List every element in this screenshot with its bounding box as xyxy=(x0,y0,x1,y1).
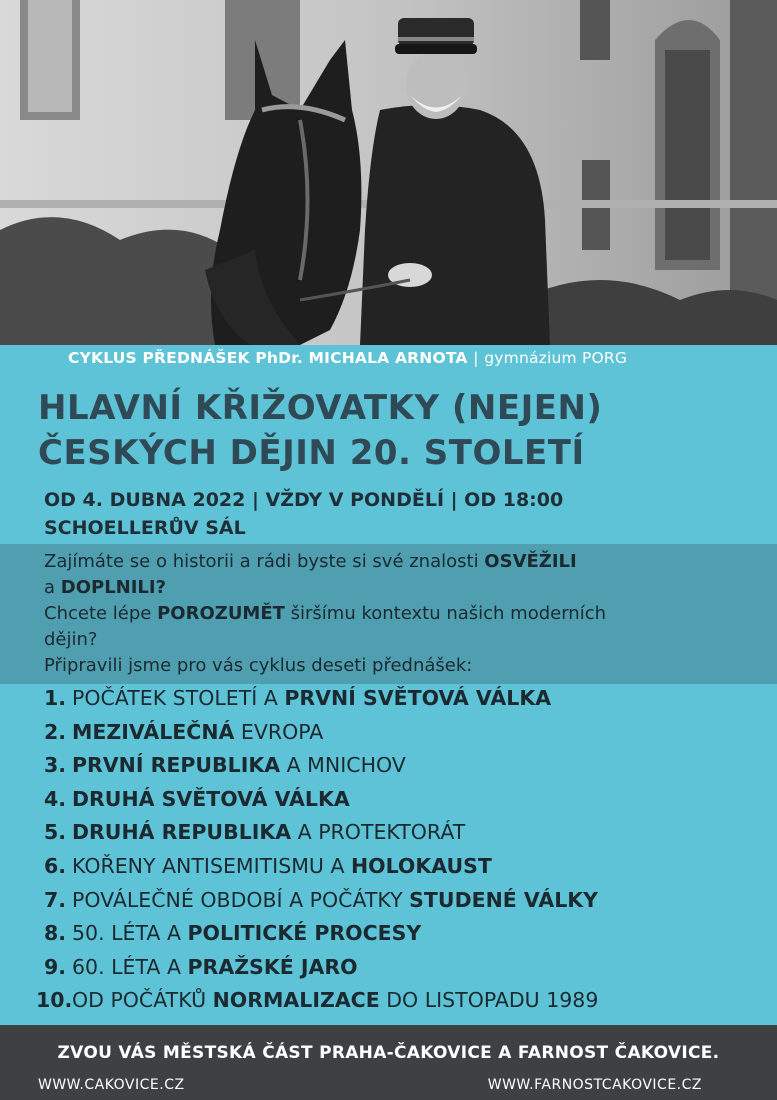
lecture-text: POČÁTEK STOLETÍ A xyxy=(72,686,285,710)
link-cakovice[interactable]: WWW.CAKOVICE.CZ xyxy=(38,1077,185,1093)
lecture-text: EVROPA xyxy=(234,719,324,744)
lecture-emphasis: PRVNÍ SVĚTOVÁ VÁLKA xyxy=(284,686,552,710)
lecture-number: 8. xyxy=(43,921,66,946)
lecture-emphasis: DRUHÁ REPUBLIKA xyxy=(72,820,292,845)
lecture-emphasis: PRAŽSKÉ JARO xyxy=(187,954,358,979)
lecture-emphasis: HOLOKAUST xyxy=(350,853,492,878)
page-title xyxy=(38,386,602,476)
lecture-text: POVÁLEČNÉ OBDOBÍ A POČÁTKY xyxy=(72,887,410,912)
intro-text-part: Zajímáte se o historii a rádi byste si své znalosti xyxy=(44,551,485,572)
lecture-number: 5. xyxy=(43,820,66,845)
lecture-text: 50. LÉTA A xyxy=(72,921,188,946)
lecture-text: 60. LÉTA A xyxy=(72,954,188,979)
lecture-emphasis: DRUHÁ SVĚTOVÁ VÁLKA xyxy=(72,786,350,811)
list-item xyxy=(36,682,598,716)
lecture-list xyxy=(36,682,598,1018)
intro-line-2 xyxy=(44,575,606,601)
lecture-text: OD POČÁTKŮ xyxy=(72,988,213,1013)
list-item xyxy=(36,783,598,817)
intro-emphasis: OSVĚŽILI xyxy=(484,551,577,572)
lecture-text: A PROTEKTORÁT xyxy=(291,820,466,845)
intro-emphasis: POROZUMĚT xyxy=(157,603,285,624)
intro-text xyxy=(44,549,606,679)
list-item xyxy=(36,816,598,850)
list-item xyxy=(36,984,598,1018)
lecture-number: 6. xyxy=(43,853,66,878)
intro-line-4: dějin? xyxy=(44,629,98,650)
list-item xyxy=(36,850,598,884)
title-line-2: ČESKÝCH DĚJIN 20. STOLETÍ xyxy=(38,433,585,473)
lecture-emphasis: NORMALIZACE xyxy=(212,988,380,1013)
lecture-emphasis: STUDENÉ VÁLKY xyxy=(409,887,599,912)
lecture-emphasis: POLITICKÉ PROCESY xyxy=(187,921,422,946)
list-item xyxy=(36,716,598,750)
list-item xyxy=(36,749,598,783)
lecture-number: 3. xyxy=(43,753,66,778)
lecture-text: KOŘENY ANTISEMITISMU A xyxy=(72,853,351,878)
event-venue: SCHOELLERŮV SÁL xyxy=(44,517,246,539)
series-band xyxy=(0,345,777,371)
horseman-photo xyxy=(0,0,777,345)
series-school: gymnázium PORG xyxy=(484,349,628,367)
lecture-text: DO LISTOPADU 1989 xyxy=(379,988,599,1013)
lecture-number: 4. xyxy=(43,786,66,811)
intro-text-part: a xyxy=(44,577,61,598)
lecture-emphasis: PRVNÍ REPUBLIKA xyxy=(72,753,281,778)
intro-line-1 xyxy=(44,549,606,575)
lecture-number: 2. xyxy=(43,719,66,744)
lecture-emphasis: MEZIVÁLEČNÁ xyxy=(72,719,235,744)
lecture-number: 9. xyxy=(43,954,66,979)
title-line-1: HLAVNÍ KŘIŽOVATKY (NEJEN) xyxy=(38,388,603,428)
invitation-text: ZVOU VÁS MĚSTSKÁ ČÁST PRAHA-ČAKOVICE A FARNOST ČAKOVICE. xyxy=(57,1043,720,1063)
intro-text-part: Chcete lépe xyxy=(44,603,158,624)
intro-text-part: širšímu kontextu našich moderních xyxy=(284,603,607,624)
lecture-number: 10. xyxy=(36,988,73,1013)
lecture-number: 7. xyxy=(43,887,66,912)
series-prefix: CYKLUS PŘEDNÁŠEK PhDr. MICHALA ARNOTA xyxy=(68,349,468,367)
series-separator: | xyxy=(473,349,479,367)
event-info xyxy=(44,486,563,542)
link-farnost[interactable]: WWW.FARNOSTCAKOVICE.CZ xyxy=(487,1077,702,1093)
lecture-number: 1. xyxy=(43,686,66,710)
lecture-text: A MNICHOV xyxy=(280,753,406,778)
series-line xyxy=(68,349,627,367)
intro-emphasis: DOPLNILI? xyxy=(60,577,167,598)
list-item xyxy=(36,917,598,951)
photo-illustration xyxy=(0,0,777,345)
list-item xyxy=(36,951,598,985)
intro-line-3 xyxy=(44,601,606,627)
event-date-line: OD 4. DUBNA 2022 | VŽDY V PONDĚLÍ | OD 18:00 xyxy=(44,489,564,511)
list-item xyxy=(36,884,598,918)
intro-line-5: Připravili jsme pro vás cyklus deseti přednášek: xyxy=(44,655,473,676)
footer xyxy=(0,1025,777,1100)
